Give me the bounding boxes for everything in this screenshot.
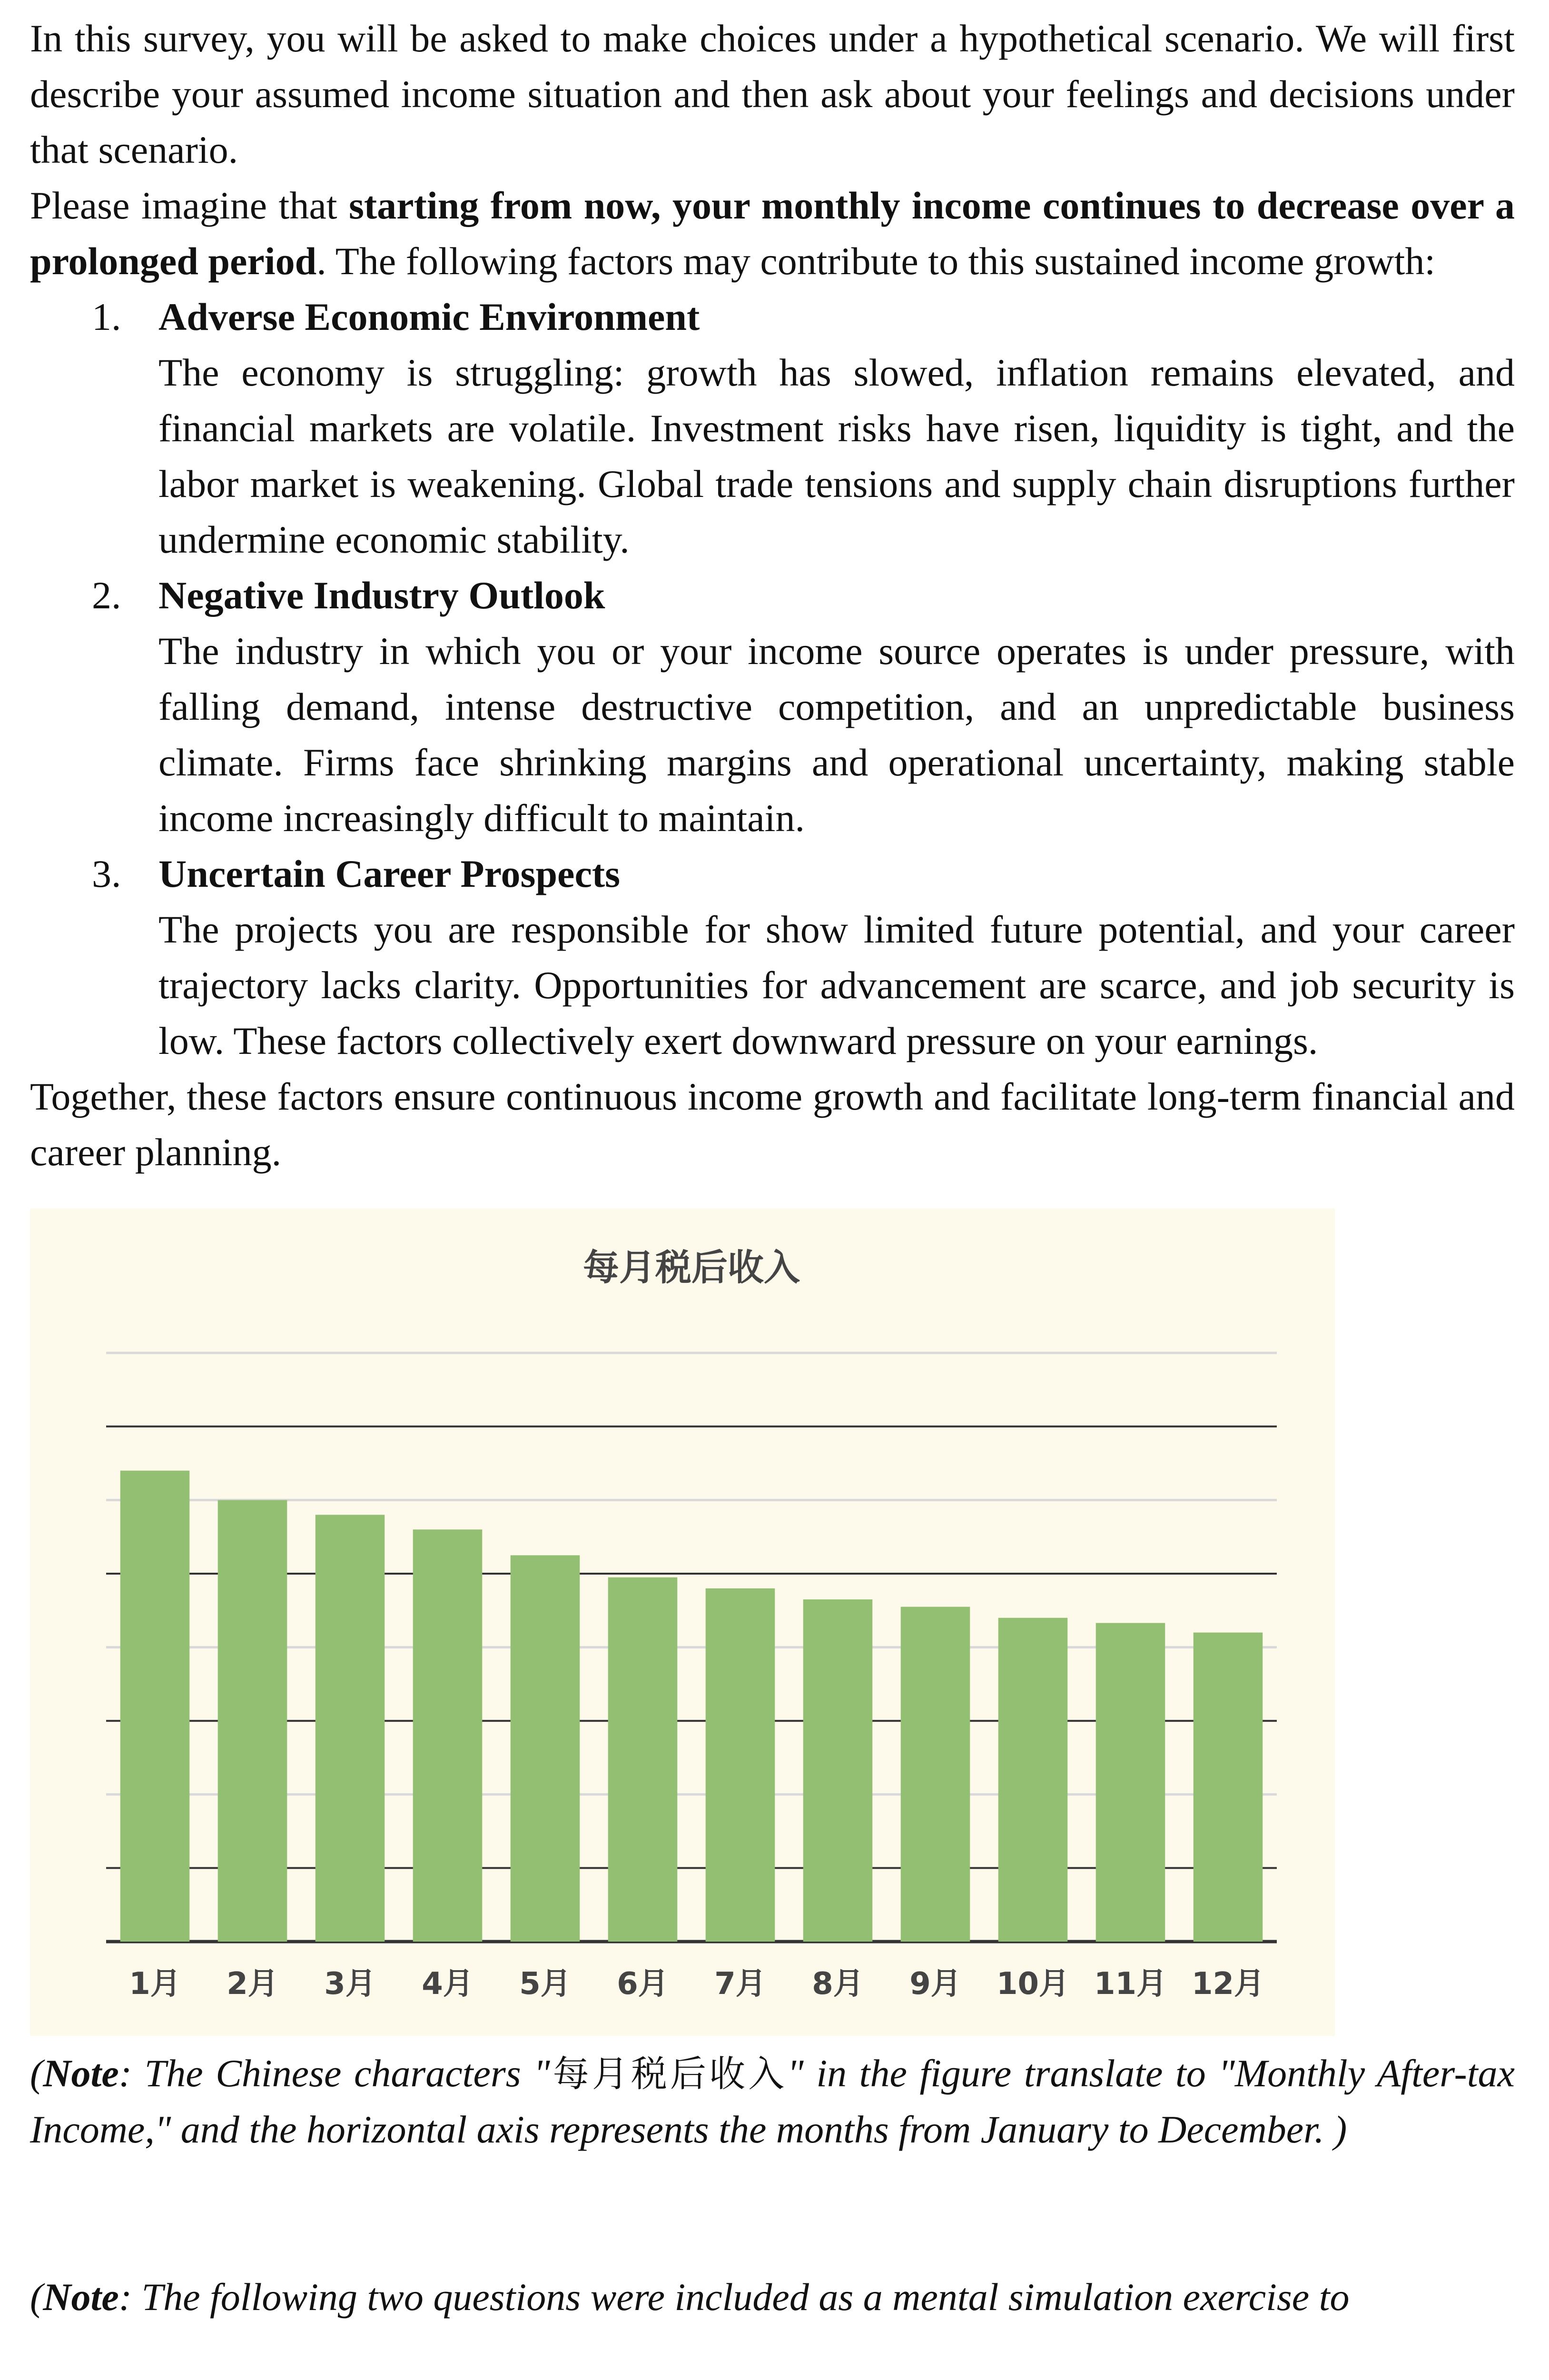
x-tick-label: 7月	[714, 1966, 766, 2002]
intro-paragraph: In this survey, you will be asked to make choices under a hypothetical scenario. We will first describe your assumed income situation and then ask about your feelings and decisions under that scenario.	[30, 17, 1515, 171]
factor-text: The industry in which you or your income source operates is under pressure, with falling demand, intense destructive competition, and an unpredictable business climate. Firms face shrinking margins and operational uncertainty, making stable income increasingly difficult to maintain.	[158, 629, 1515, 840]
factor-item	[30, 289, 1515, 567]
scenario-prefix: Please imagine that	[30, 184, 349, 227]
x-tick-label: 10月	[996, 1966, 1070, 2002]
x-tick-label: 1月	[129, 1966, 181, 2002]
simulation-note	[30, 2269, 1515, 2325]
factor-item	[30, 567, 1515, 846]
factor-title: Negative Industry Outlook	[158, 574, 605, 617]
x-tick-label: 3月	[324, 1966, 376, 2002]
bar-3	[316, 1515, 385, 1942]
chart-bars	[120, 1471, 1263, 1942]
x-tick-label: 11月	[1094, 1966, 1167, 2002]
figure-note	[30, 2045, 1515, 2157]
document-page	[30, 10, 1515, 2325]
bar-10	[998, 1618, 1068, 1942]
factor-item	[30, 846, 1515, 1069]
x-tick-label: 8月	[812, 1966, 864, 2002]
bar-4	[413, 1529, 483, 1942]
factor-number: 1.	[92, 295, 121, 338]
x-tick-label: 12月	[1191, 1966, 1265, 2002]
factor-number: 2.	[92, 574, 121, 617]
note-pre: : The Chinese characters "	[118, 2052, 550, 2095]
factor-list	[30, 289, 1515, 1069]
note-open: (	[30, 2052, 43, 2095]
x-tick-label: 6月	[617, 1966, 669, 2002]
bar-2	[218, 1500, 287, 1942]
bar-6	[608, 1577, 678, 1942]
chart-tick-labels	[129, 1966, 1264, 2002]
scenario-suffix: . The following factors may contribute to this sustained income growth:	[316, 239, 1436, 283]
bar-5	[511, 1555, 580, 1942]
note-label: Note	[43, 2052, 119, 2095]
bar-9	[901, 1607, 970, 1942]
closing-paragraph: Together, these factors ensure continuous income growth and facilitate long-term financial and career planning.	[30, 1075, 1515, 1174]
scenario-bold: starting from now, your monthly income continues to decrease over a prolonged period	[30, 184, 1515, 283]
bar-1	[120, 1471, 190, 1942]
scenario-paragraph	[30, 178, 1515, 289]
x-tick-label: 4月	[422, 1966, 474, 2002]
x-tick-label: 2月	[227, 1966, 278, 2002]
note-chinese: 每月税后收入	[550, 2053, 788, 2095]
factor-title: Uncertain Career Prospects	[158, 852, 621, 895]
factor-title: Adverse Economic Environment	[158, 295, 700, 338]
bar-7	[706, 1588, 775, 1942]
factor-number: 3.	[92, 852, 121, 895]
factor-text: The economy is struggling: growth has slowed, inflation remains elevated, and financial markets are volatile. Investment risks have risen, liquidity is tight, and the labor market is weakening. Global trade tensions and supply chain disruptions further undermine economic stability.	[158, 351, 1515, 561]
note-post: " in the figure translate to "Monthly After-tax Income," and the horizontal axis represents the months from January to December. )	[30, 2052, 1515, 2151]
note2-label: Note	[43, 2275, 119, 2319]
income-chart-svg	[30, 1209, 1335, 2036]
factor-text: The projects you are responsible for show limited future potential, and your career trajectory lacks clarity. Opportunities for advancement are scarce, and job security is low. These factors collectively exert downward pressure on your earnings.	[158, 908, 1515, 1062]
x-tick-label: 9月	[909, 1966, 961, 2002]
chart-title: 每月税后收入	[583, 1246, 800, 1289]
bar-8	[803, 1599, 873, 1942]
note2-text: : The following two questions were included as a mental simulation exercise to	[118, 2275, 1350, 2319]
bar-11	[1096, 1623, 1165, 1942]
bar-12	[1194, 1633, 1263, 1942]
income-chart	[30, 1209, 1335, 2036]
note2-open: (	[30, 2275, 43, 2319]
x-tick-label: 5月	[519, 1966, 571, 2002]
